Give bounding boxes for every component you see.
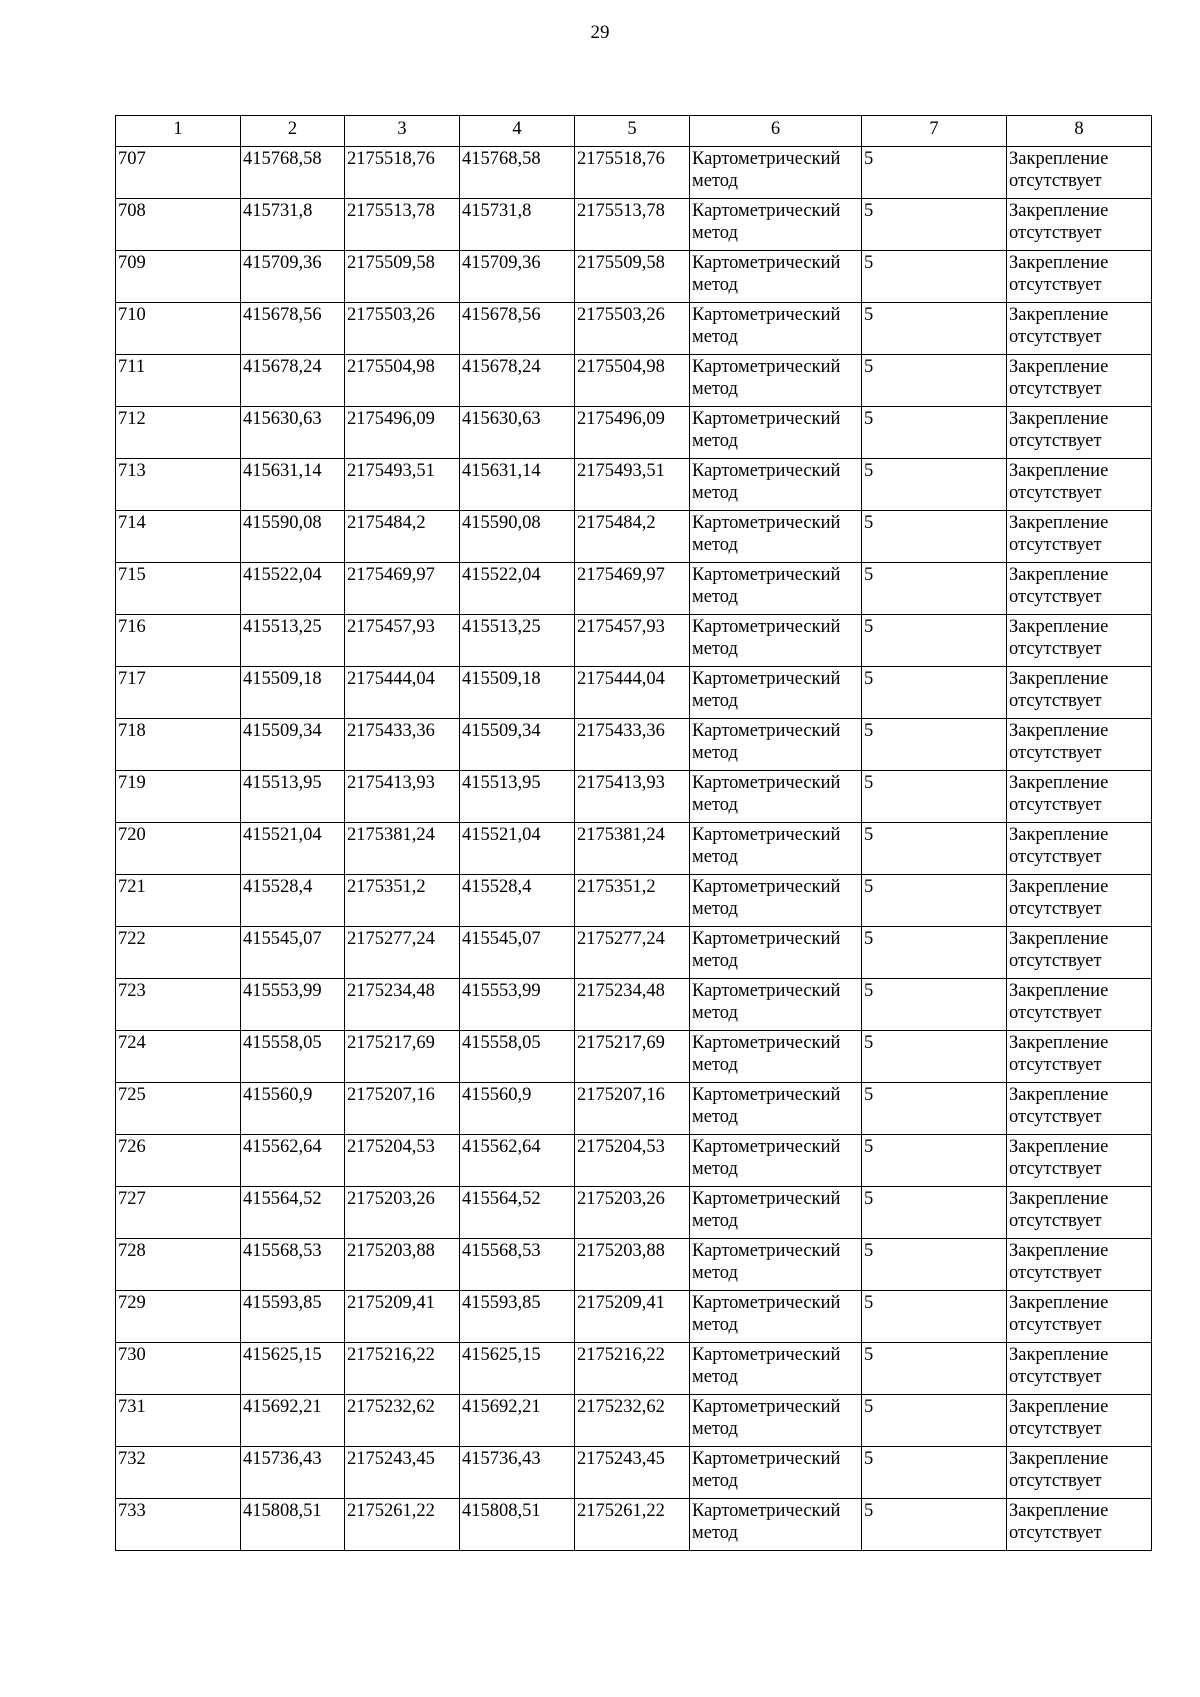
cell-accuracy: 5 xyxy=(862,199,1007,251)
cell-method: Картометрический метод xyxy=(690,1395,862,1447)
cell-x-old: 415808,51 xyxy=(241,1499,345,1551)
cell-accuracy: 5 xyxy=(862,1239,1007,1291)
cell-x-old: 415521,04 xyxy=(241,823,345,875)
cell-y-old: 2175234,48 xyxy=(345,979,460,1031)
cell-method: Картометрический метод xyxy=(690,719,862,771)
cell-y-new: 2175484,2 xyxy=(575,511,690,563)
cell-x-new: 415521,04 xyxy=(460,823,575,875)
cell-accuracy: 5 xyxy=(862,1447,1007,1499)
cell-point-number: 728 xyxy=(116,1239,241,1291)
cell-x-old: 415509,34 xyxy=(241,719,345,771)
cell-x-old: 415560,9 xyxy=(241,1083,345,1135)
cell-y-new: 2175261,22 xyxy=(575,1499,690,1551)
cell-x-old: 415625,15 xyxy=(241,1343,345,1395)
cell-fixation: Закрепление отсутствует xyxy=(1007,719,1152,771)
table-row xyxy=(116,407,1152,459)
column-header-4: 4 xyxy=(460,116,575,147)
cell-fixation: Закрепление отсутствует xyxy=(1007,875,1152,927)
cell-method: Картометрический метод xyxy=(690,667,862,719)
cell-accuracy: 5 xyxy=(862,1031,1007,1083)
cell-fixation: Закрепление отсутствует xyxy=(1007,771,1152,823)
cell-y-old: 2175243,45 xyxy=(345,1447,460,1499)
cell-y-old: 2175381,24 xyxy=(345,823,460,875)
cell-x-new: 415630,63 xyxy=(460,407,575,459)
cell-point-number: 716 xyxy=(116,615,241,667)
cell-point-number: 718 xyxy=(116,719,241,771)
cell-x-old: 415678,24 xyxy=(241,355,345,407)
cell-x-new: 415593,85 xyxy=(460,1291,575,1343)
cell-x-old: 415558,05 xyxy=(241,1031,345,1083)
cell-y-new: 2175243,45 xyxy=(575,1447,690,1499)
cell-point-number: 709 xyxy=(116,251,241,303)
cell-x-new: 415509,18 xyxy=(460,667,575,719)
table-row xyxy=(116,1135,1152,1187)
cell-y-old: 2175261,22 xyxy=(345,1499,460,1551)
table-row xyxy=(116,979,1152,1031)
cell-y-new: 2175509,58 xyxy=(575,251,690,303)
cell-x-old: 415678,56 xyxy=(241,303,345,355)
cell-accuracy: 5 xyxy=(862,251,1007,303)
cell-method: Картометрический метод xyxy=(690,823,862,875)
cell-method: Картометрический метод xyxy=(690,563,862,615)
table-row xyxy=(116,615,1152,667)
cell-y-old: 2175217,69 xyxy=(345,1031,460,1083)
table-row xyxy=(116,563,1152,615)
cell-point-number: 731 xyxy=(116,1395,241,1447)
cell-accuracy: 5 xyxy=(862,667,1007,719)
cell-x-new: 415631,14 xyxy=(460,459,575,511)
cell-x-new: 415678,24 xyxy=(460,355,575,407)
cell-point-number: 711 xyxy=(116,355,241,407)
cell-point-number: 721 xyxy=(116,875,241,927)
table-row xyxy=(116,771,1152,823)
cell-y-old: 2175232,62 xyxy=(345,1395,460,1447)
cell-accuracy: 5 xyxy=(862,1187,1007,1239)
cell-y-new: 2175232,62 xyxy=(575,1395,690,1447)
cell-method: Картометрический метод xyxy=(690,615,862,667)
cell-x-old: 415631,14 xyxy=(241,459,345,511)
cell-y-new: 2175234,48 xyxy=(575,979,690,1031)
table-row xyxy=(116,303,1152,355)
cell-fixation: Закрепление отсутствует xyxy=(1007,667,1152,719)
cell-method: Картометрический метод xyxy=(690,1083,862,1135)
cell-point-number: 715 xyxy=(116,563,241,615)
cell-method: Картометрический метод xyxy=(690,355,862,407)
cell-fixation: Закрепление отсутствует xyxy=(1007,303,1152,355)
cell-x-new: 415562,64 xyxy=(460,1135,575,1187)
cell-y-old: 2175503,26 xyxy=(345,303,460,355)
cell-x-old: 415731,8 xyxy=(241,199,345,251)
cell-accuracy: 5 xyxy=(862,979,1007,1031)
table-row xyxy=(116,1187,1152,1239)
table-row xyxy=(116,251,1152,303)
cell-point-number: 724 xyxy=(116,1031,241,1083)
column-header-3: 3 xyxy=(345,116,460,147)
cell-x-old: 415528,4 xyxy=(241,875,345,927)
cell-x-new: 415553,99 xyxy=(460,979,575,1031)
cell-point-number: 733 xyxy=(116,1499,241,1551)
cell-x-old: 415522,04 xyxy=(241,563,345,615)
cell-x-old: 415568,53 xyxy=(241,1239,345,1291)
cell-y-old: 2175457,93 xyxy=(345,615,460,667)
cell-fixation: Закрепление отсутствует xyxy=(1007,563,1152,615)
cell-x-new: 415564,52 xyxy=(460,1187,575,1239)
table-row xyxy=(116,1343,1152,1395)
cell-accuracy: 5 xyxy=(862,1395,1007,1447)
cell-y-new: 2175503,26 xyxy=(575,303,690,355)
cell-y-old: 2175484,2 xyxy=(345,511,460,563)
table-row xyxy=(116,1395,1152,1447)
cell-y-new: 2175381,24 xyxy=(575,823,690,875)
cell-x-new: 415528,4 xyxy=(460,875,575,927)
cell-x-old: 415768,58 xyxy=(241,147,345,199)
cell-x-new: 415709,36 xyxy=(460,251,575,303)
cell-x-new: 415768,58 xyxy=(460,147,575,199)
cell-y-old: 2175433,36 xyxy=(345,719,460,771)
cell-fixation: Закрепление отсутствует xyxy=(1007,355,1152,407)
cell-y-old: 2175513,78 xyxy=(345,199,460,251)
column-header-7: 7 xyxy=(862,116,1007,147)
cell-point-number: 722 xyxy=(116,927,241,979)
cell-method: Картометрический метод xyxy=(690,459,862,511)
cell-x-new: 415731,8 xyxy=(460,199,575,251)
cell-x-new: 415568,53 xyxy=(460,1239,575,1291)
cell-method: Картометрический метод xyxy=(690,303,862,355)
table-row xyxy=(116,1083,1152,1135)
cell-x-new: 415545,07 xyxy=(460,927,575,979)
cell-x-old: 415513,25 xyxy=(241,615,345,667)
header-row xyxy=(116,116,1152,147)
cell-point-number: 727 xyxy=(116,1187,241,1239)
cell-point-number: 725 xyxy=(116,1083,241,1135)
cell-point-number: 730 xyxy=(116,1343,241,1395)
cell-x-new: 415678,56 xyxy=(460,303,575,355)
cell-y-old: 2175277,24 xyxy=(345,927,460,979)
cell-x-new: 415509,34 xyxy=(460,719,575,771)
cell-y-new: 2175493,51 xyxy=(575,459,690,511)
cell-y-new: 2175204,53 xyxy=(575,1135,690,1187)
cell-y-old: 2175203,88 xyxy=(345,1239,460,1291)
table-row xyxy=(116,1291,1152,1343)
cell-y-new: 2175469,97 xyxy=(575,563,690,615)
cell-y-new: 2175457,93 xyxy=(575,615,690,667)
cell-y-new: 2175518,76 xyxy=(575,147,690,199)
cell-x-old: 415553,99 xyxy=(241,979,345,1031)
cell-method: Картометрический метод xyxy=(690,1447,862,1499)
column-header-6: 6 xyxy=(690,116,862,147)
cell-y-new: 2175277,24 xyxy=(575,927,690,979)
table-row xyxy=(116,1447,1152,1499)
cell-y-old: 2175518,76 xyxy=(345,147,460,199)
cell-x-new: 415590,08 xyxy=(460,511,575,563)
cell-accuracy: 5 xyxy=(862,1343,1007,1395)
cell-accuracy: 5 xyxy=(862,615,1007,667)
cell-x-new: 415522,04 xyxy=(460,563,575,615)
cell-fixation: Закрепление отсутствует xyxy=(1007,1135,1152,1187)
cell-method: Картометрический метод xyxy=(690,1031,862,1083)
column-header-8: 8 xyxy=(1007,116,1152,147)
cell-method: Картометрический метод xyxy=(690,1187,862,1239)
cell-point-number: 720 xyxy=(116,823,241,875)
table-body xyxy=(116,147,1152,1551)
cell-accuracy: 5 xyxy=(862,875,1007,927)
cell-y-old: 2175469,97 xyxy=(345,563,460,615)
cell-y-new: 2175217,69 xyxy=(575,1031,690,1083)
table-header xyxy=(116,116,1152,147)
cell-point-number: 707 xyxy=(116,147,241,199)
cell-point-number: 713 xyxy=(116,459,241,511)
cell-y-new: 2175351,2 xyxy=(575,875,690,927)
cell-fixation: Закрепление отсутствует xyxy=(1007,251,1152,303)
cell-fixation: Закрепление отсутствует xyxy=(1007,1343,1152,1395)
cell-x-old: 415709,36 xyxy=(241,251,345,303)
table-row xyxy=(116,1031,1152,1083)
cell-y-new: 2175209,41 xyxy=(575,1291,690,1343)
cell-accuracy: 5 xyxy=(862,1083,1007,1135)
cell-accuracy: 5 xyxy=(862,771,1007,823)
cell-fixation: Закрепление отсутствует xyxy=(1007,615,1152,667)
cell-y-new: 2175203,26 xyxy=(575,1187,690,1239)
cell-accuracy: 5 xyxy=(862,1291,1007,1343)
cell-accuracy: 5 xyxy=(862,563,1007,615)
cell-y-old: 2175504,98 xyxy=(345,355,460,407)
cell-x-old: 415564,52 xyxy=(241,1187,345,1239)
cell-y-old: 2175413,93 xyxy=(345,771,460,823)
cell-point-number: 726 xyxy=(116,1135,241,1187)
cell-accuracy: 5 xyxy=(862,1135,1007,1187)
cell-method: Картометрический метод xyxy=(690,875,862,927)
cell-point-number: 710 xyxy=(116,303,241,355)
cell-x-old: 415630,63 xyxy=(241,407,345,459)
table-row xyxy=(116,1239,1152,1291)
cell-point-number: 714 xyxy=(116,511,241,563)
cell-y-new: 2175496,09 xyxy=(575,407,690,459)
cell-method: Картометрический метод xyxy=(690,927,862,979)
cell-x-new: 415513,25 xyxy=(460,615,575,667)
cell-method: Картометрический метод xyxy=(690,199,862,251)
table-row xyxy=(116,147,1152,199)
cell-y-old: 2175444,04 xyxy=(345,667,460,719)
cell-accuracy: 5 xyxy=(862,927,1007,979)
cell-x-new: 415692,21 xyxy=(460,1395,575,1447)
cell-x-old: 415692,21 xyxy=(241,1395,345,1447)
cell-x-new: 415625,15 xyxy=(460,1343,575,1395)
cell-x-new: 415558,05 xyxy=(460,1031,575,1083)
cell-x-old: 415736,43 xyxy=(241,1447,345,1499)
cell-accuracy: 5 xyxy=(862,303,1007,355)
cell-accuracy: 5 xyxy=(862,511,1007,563)
page-number: 29 xyxy=(590,22,610,43)
cell-y-old: 2175204,53 xyxy=(345,1135,460,1187)
cell-fixation: Закрепление отсутствует xyxy=(1007,407,1152,459)
cell-x-new: 415808,51 xyxy=(460,1499,575,1551)
column-header-2: 2 xyxy=(241,116,345,147)
table-row xyxy=(116,875,1152,927)
cell-y-new: 2175433,36 xyxy=(575,719,690,771)
cell-fixation: Закрепление отсутствует xyxy=(1007,823,1152,875)
cell-method: Картометрический метод xyxy=(690,251,862,303)
cell-y-new: 2175444,04 xyxy=(575,667,690,719)
cell-accuracy: 5 xyxy=(862,147,1007,199)
cell-y-old: 2175216,22 xyxy=(345,1343,460,1395)
cell-point-number: 719 xyxy=(116,771,241,823)
cell-x-old: 415562,64 xyxy=(241,1135,345,1187)
cell-x-old: 415509,18 xyxy=(241,667,345,719)
cell-accuracy: 5 xyxy=(862,407,1007,459)
cell-y-old: 2175203,26 xyxy=(345,1187,460,1239)
cell-method: Картометрический метод xyxy=(690,147,862,199)
table-row xyxy=(116,355,1152,407)
cell-fixation: Закрепление отсутствует xyxy=(1007,1499,1152,1551)
table-row xyxy=(116,199,1152,251)
cell-y-old: 2175207,16 xyxy=(345,1083,460,1135)
cell-y-new: 2175216,22 xyxy=(575,1343,690,1395)
cell-y-old: 2175351,2 xyxy=(345,875,460,927)
cell-fixation: Закрепление отсутствует xyxy=(1007,147,1152,199)
table-row xyxy=(116,511,1152,563)
cell-fixation: Закрепление отсутствует xyxy=(1007,511,1152,563)
cell-y-old: 2175493,51 xyxy=(345,459,460,511)
cell-x-old: 415513,95 xyxy=(241,771,345,823)
table-row xyxy=(116,667,1152,719)
table-row xyxy=(116,459,1152,511)
column-header-5: 5 xyxy=(575,116,690,147)
cell-fixation: Закрепление отсутствует xyxy=(1007,1083,1152,1135)
table-row xyxy=(116,719,1152,771)
cell-method: Картометрический метод xyxy=(690,1343,862,1395)
cell-point-number: 729 xyxy=(116,1291,241,1343)
cell-accuracy: 5 xyxy=(862,355,1007,407)
table-row xyxy=(116,927,1152,979)
cell-x-new: 415513,95 xyxy=(460,771,575,823)
cell-accuracy: 5 xyxy=(862,823,1007,875)
cell-fixation: Закрепление отсутствует xyxy=(1007,1031,1152,1083)
cell-y-new: 2175207,16 xyxy=(575,1083,690,1135)
cell-method: Картометрический метод xyxy=(690,1499,862,1551)
cell-fixation: Закрепление отсутствует xyxy=(1007,927,1152,979)
cell-y-old: 2175509,58 xyxy=(345,251,460,303)
cell-fixation: Закрепление отсутствует xyxy=(1007,979,1152,1031)
column-header-1: 1 xyxy=(116,116,241,147)
cell-x-old: 415593,85 xyxy=(241,1291,345,1343)
cell-fixation: Закрепление отсутствует xyxy=(1007,1187,1152,1239)
coordinates-table xyxy=(115,115,1152,1551)
cell-y-old: 2175496,09 xyxy=(345,407,460,459)
cell-y-new: 2175513,78 xyxy=(575,199,690,251)
cell-fixation: Закрепление отсутствует xyxy=(1007,1291,1152,1343)
table-row xyxy=(116,1499,1152,1551)
cell-fixation: Закрепление отсутствует xyxy=(1007,459,1152,511)
cell-method: Картометрический метод xyxy=(690,511,862,563)
cell-point-number: 732 xyxy=(116,1447,241,1499)
cell-x-old: 415545,07 xyxy=(241,927,345,979)
cell-method: Картометрический метод xyxy=(690,1135,862,1187)
cell-point-number: 712 xyxy=(116,407,241,459)
cell-x-new: 415560,9 xyxy=(460,1083,575,1135)
cell-x-new: 415736,43 xyxy=(460,1447,575,1499)
cell-accuracy: 5 xyxy=(862,719,1007,771)
table-row xyxy=(116,823,1152,875)
cell-method: Картометрический метод xyxy=(690,407,862,459)
cell-accuracy: 5 xyxy=(862,1499,1007,1551)
cell-fixation: Закрепление отсутствует xyxy=(1007,1395,1152,1447)
cell-method: Картометрический метод xyxy=(690,1239,862,1291)
cell-method: Картометрический метод xyxy=(690,1291,862,1343)
cell-fixation: Закрепление отсутствует xyxy=(1007,1447,1152,1499)
cell-accuracy: 5 xyxy=(862,459,1007,511)
cell-point-number: 708 xyxy=(116,199,241,251)
cell-x-old: 415590,08 xyxy=(241,511,345,563)
cell-point-number: 723 xyxy=(116,979,241,1031)
cell-fixation: Закрепление отсутствует xyxy=(1007,1239,1152,1291)
cell-y-old: 2175209,41 xyxy=(345,1291,460,1343)
cell-point-number: 717 xyxy=(116,667,241,719)
cell-y-new: 2175504,98 xyxy=(575,355,690,407)
cell-fixation: Закрепление отсутствует xyxy=(1007,199,1152,251)
cell-method: Картометрический метод xyxy=(690,979,862,1031)
cell-y-new: 2175413,93 xyxy=(575,771,690,823)
cell-method: Картометрический метод xyxy=(690,771,862,823)
cell-y-new: 2175203,88 xyxy=(575,1239,690,1291)
